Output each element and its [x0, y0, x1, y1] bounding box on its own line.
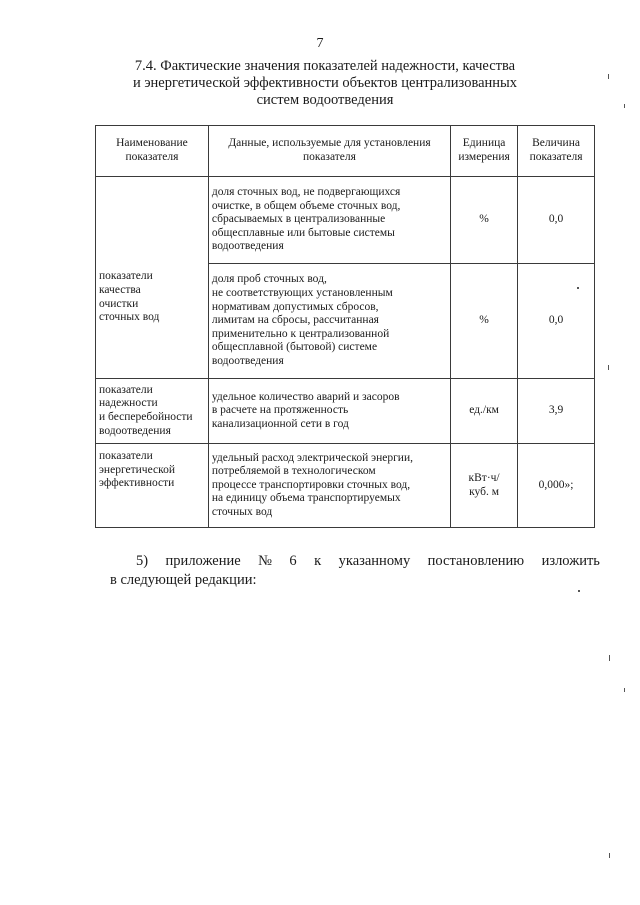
scan-speck	[608, 74, 609, 79]
paragraph-word: изложить	[541, 553, 600, 569]
scan-speck	[624, 688, 625, 692]
table-row	[96, 379, 595, 444]
indicator-unit-cell: кВт·ч/ куб. м	[451, 444, 518, 528]
indicator-unit-cell: ед./км	[451, 379, 518, 444]
paragraph-line	[110, 552, 600, 571]
paragraph-word: №	[258, 553, 272, 569]
heading-line: и энергетической эффективности объектов централизованных	[132, 75, 518, 91]
indicator-category-cell: показатели качества очистки сточных вод	[96, 177, 209, 379]
header-unit: Единица измерения	[451, 126, 518, 177]
paragraph-word: к	[314, 553, 322, 569]
indicator-category-cell: показатели энергетической эффективности	[96, 444, 209, 528]
indicator-value-cell: 3,9	[518, 379, 595, 444]
indicator-data-cell: доля сточных вод, не подвергающихся очистке, в общем объеме сточных вод, сбрасываемых в централизованные общесплавные или бытовые системы водоотведения	[208, 177, 450, 264]
paragraph-word: постановлению	[427, 553, 525, 569]
indicator-unit-cell: %	[451, 264, 518, 379]
table-header-row	[96, 126, 595, 177]
scan-speck	[578, 590, 580, 592]
header-value: Величина показателя	[518, 126, 595, 177]
paragraph-line: в следующей редакции:	[110, 572, 257, 588]
header-indicator-name: Наименование показателя	[96, 126, 209, 177]
indicator-value-cell: 0,0	[518, 264, 595, 379]
scan-speck	[609, 853, 610, 858]
scan-speck	[624, 104, 625, 108]
paragraph-word: 5)	[136, 553, 149, 569]
heading-line: систем водоотведения	[256, 92, 394, 108]
indicators-table	[95, 125, 595, 528]
page-number: 7	[316, 36, 324, 51]
paragraph-word: 6	[289, 553, 297, 569]
paragraph-word: указанному	[338, 553, 411, 569]
indicator-data-cell: удельный расход электрической энергии, потребляемой в технологическом процессе транспортировки сточных вод, на единицу объема транспортируемых сточных вод	[208, 444, 450, 528]
paragraph-word: приложение	[165, 553, 241, 569]
indicator-data-cell: удельное количество аварий и засоров в расчете на протяженность канализационной сети в год	[208, 379, 450, 444]
amendment-paragraph	[110, 552, 600, 590]
table-row	[96, 444, 595, 528]
heading-line: 7.4. Фактические значения показателей надежности, качества	[134, 58, 516, 74]
table-row	[96, 177, 595, 264]
scan-speck	[608, 365, 609, 370]
indicator-data-cell: доля проб сточных вод, не соответствующих установленным нормативам допустимых сбросов, лимитам на сбросы, рассчитанная применительно к централизованной общесплавной (бытовой) системе водоотведения	[208, 264, 450, 379]
indicator-value-cell: 0,000»;	[518, 444, 595, 528]
section-heading	[110, 58, 540, 109]
indicator-category-cell: показатели надежности и бесперебойности водоотведения	[96, 379, 209, 444]
scan-speck	[577, 287, 579, 289]
indicator-unit-cell: %	[451, 177, 518, 264]
indicator-value-cell: 0,0	[518, 177, 595, 264]
header-source-data: Данные, используемые для установления показателя	[208, 126, 450, 177]
scan-speck	[609, 655, 610, 661]
